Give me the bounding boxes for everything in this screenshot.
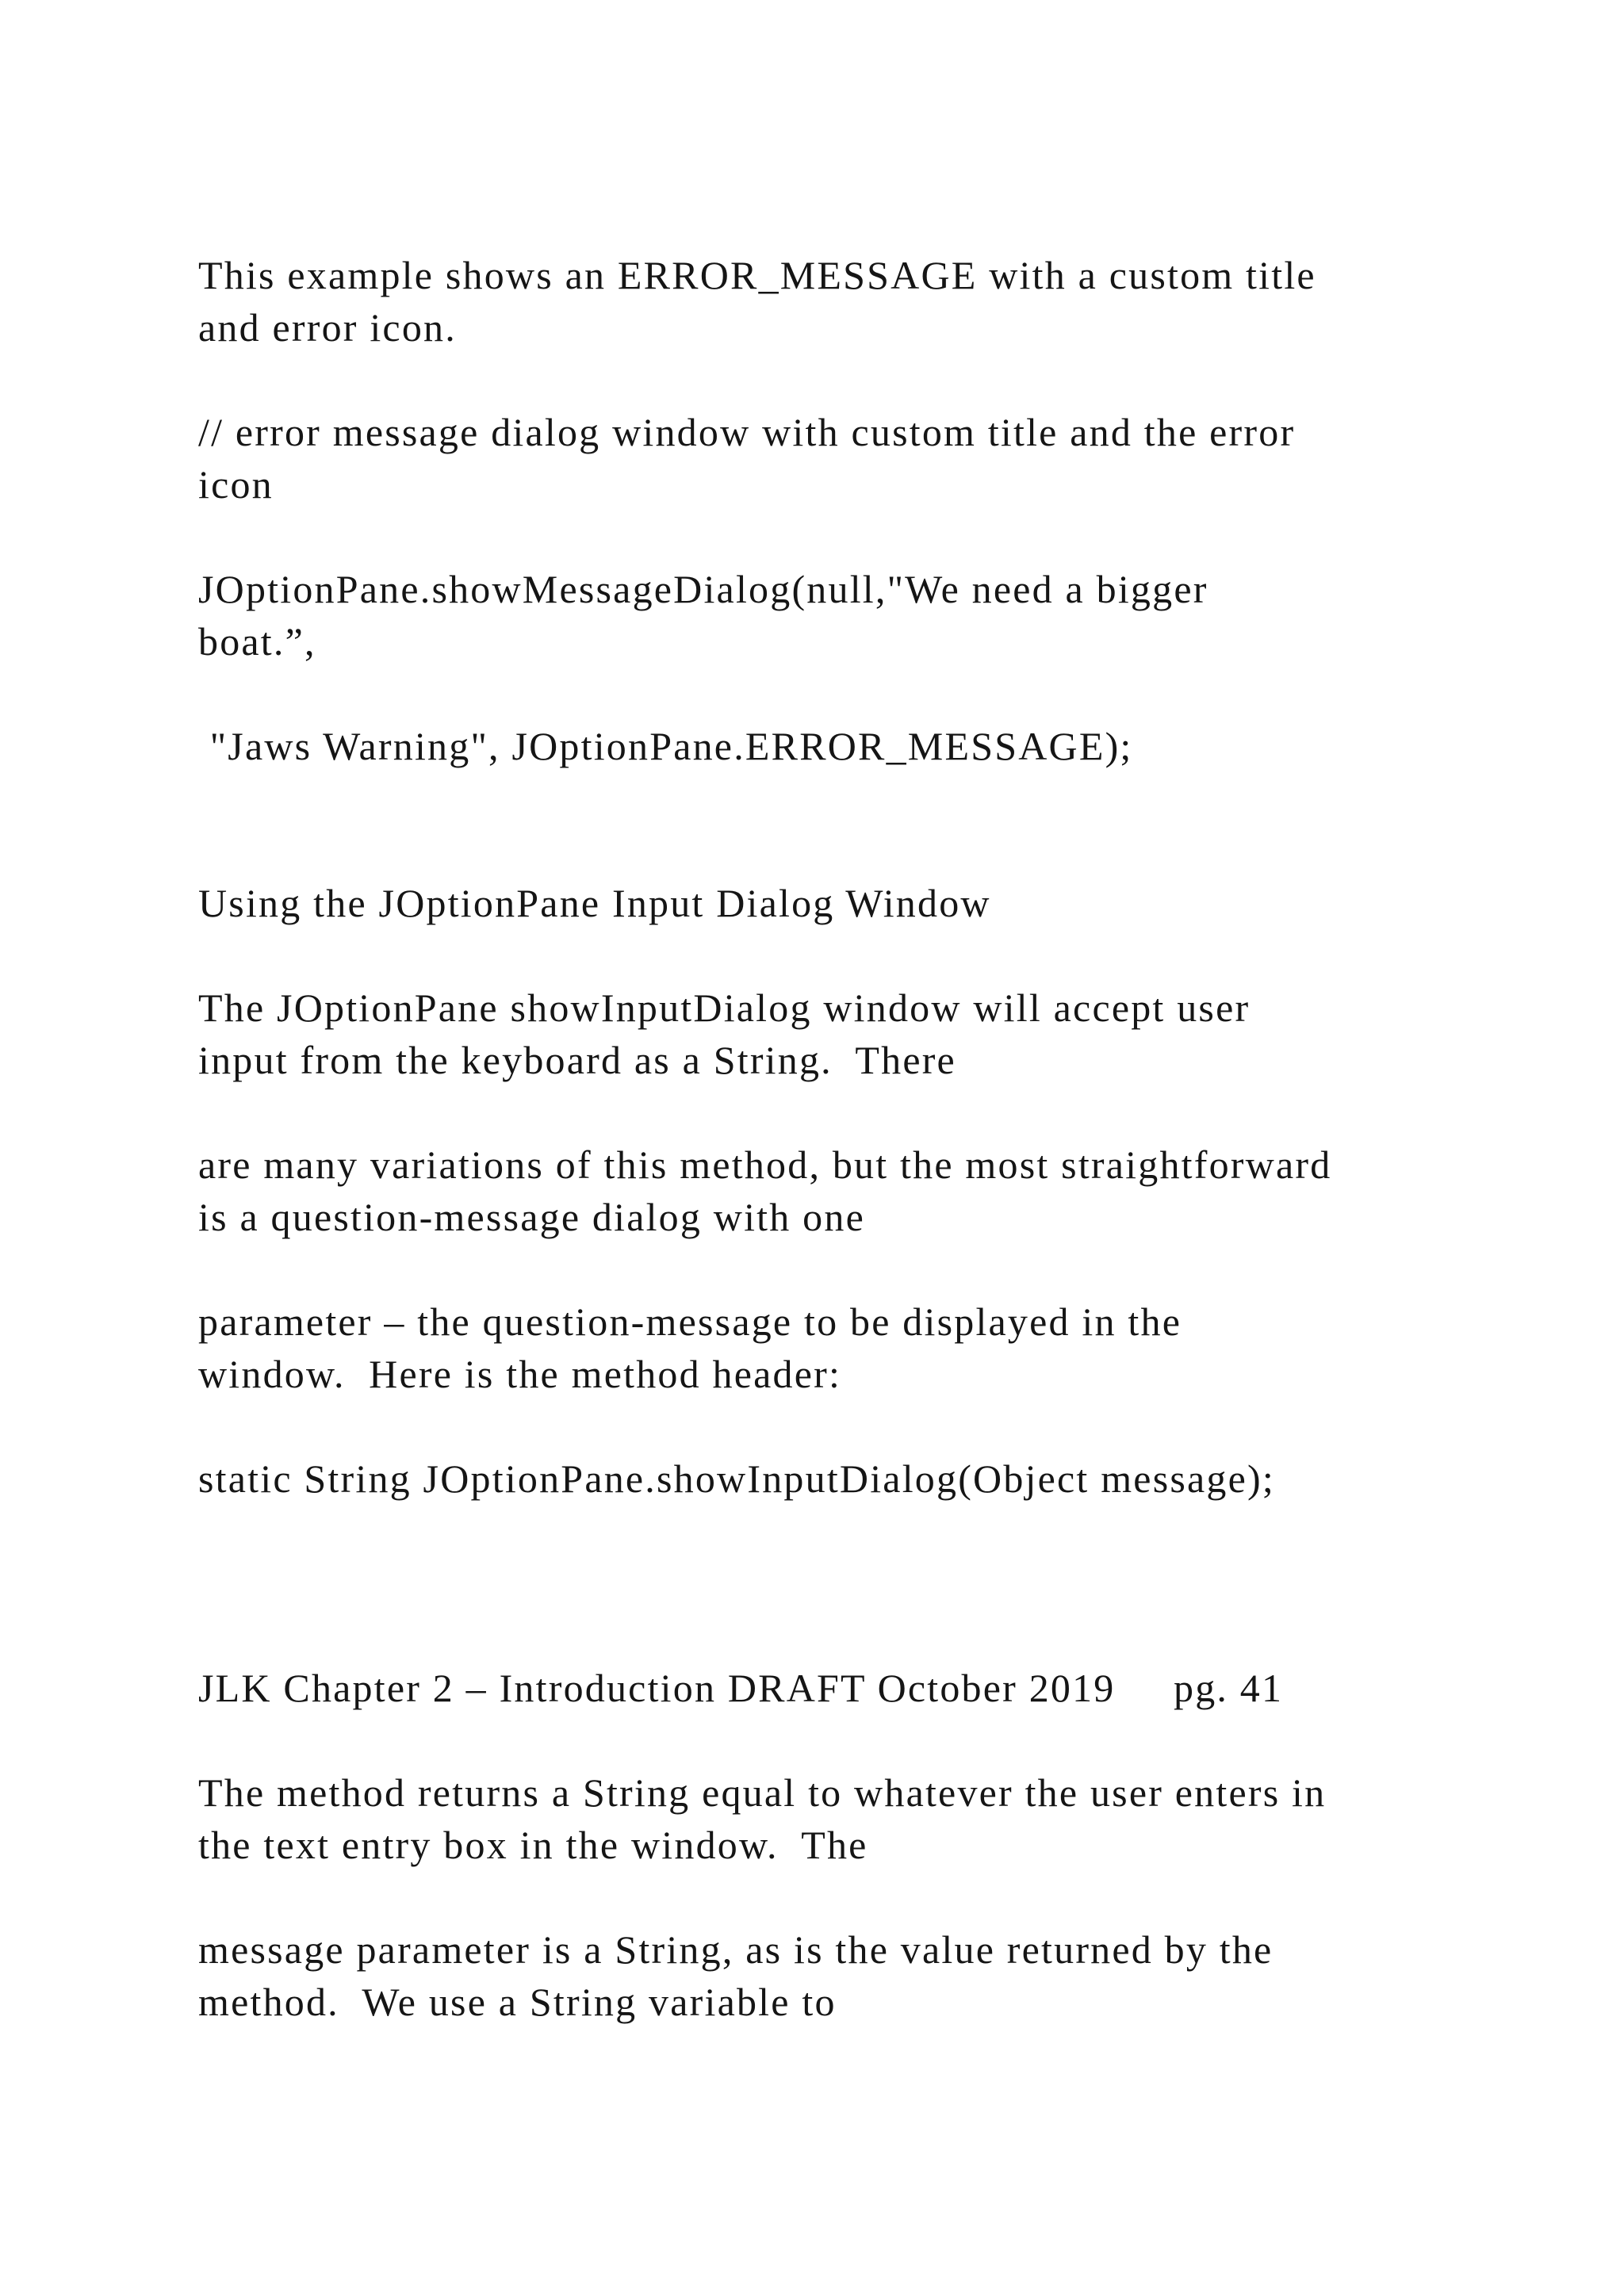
code-show-message-dialog: JOptionPane.showMessageDialog(null,"We need a bigger boat.”,	[198, 567, 1208, 664]
paragraph-input-dialog-1: The JOptionPane showInputDialog window will accept user input from the keyboard as a String. There	[198, 985, 1251, 1082]
paragraph-error-message-intro: This example shows an ERROR_MESSAGE with a custom title and error icon.	[198, 253, 1316, 350]
paragraph-input-dialog-3: parameter – the question-message to be displayed in the window. Here is the method header:	[198, 1299, 1182, 1396]
code-comment-error-dialog: // error message dialog window with custom title and the error icon	[198, 410, 1296, 507]
paragraph-return-value-1: The method returns a String equal to whatever the user enters in the text entry box in the window. The	[198, 1770, 1327, 1867]
section-heading-input-dialog: Using the JOptionPane Input Dialog Window	[198, 881, 991, 925]
paragraph-return-value-2: message parameter is a String, as is the value returned by the method. We use a String variable to	[198, 1927, 1274, 2024]
paragraph-input-dialog-2: are many variations of this method, but the most straightforward is a question-message dialog with one	[198, 1142, 1332, 1239]
code-show-message-dialog-args: "Jaws Warning", JOptionPane.ERROR_MESSAGE);	[198, 724, 1133, 768]
code-method-header: static String JOptionPane.showInputDialog(Object message);	[198, 1456, 1275, 1501]
page-footer: JLK Chapter 2 – Introduction DRAFT October 2019 pg. 41	[198, 1666, 1284, 1710]
